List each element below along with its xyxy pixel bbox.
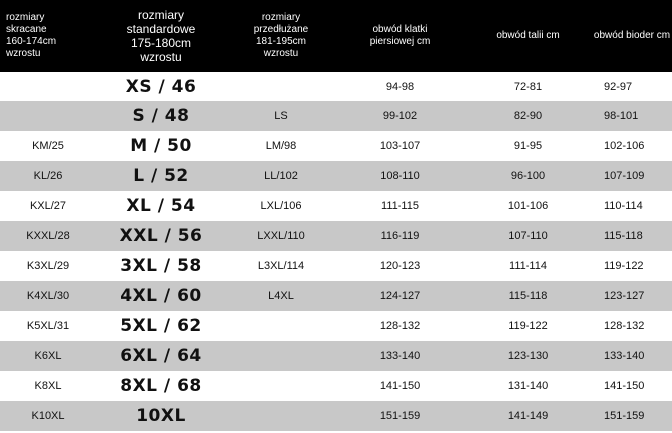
standard-size-cell: 10XL xyxy=(136,406,186,426)
waist-cell: 123-130 xyxy=(507,350,549,362)
waist-cell: 115-118 xyxy=(508,290,548,302)
hips-cell: 133-140 xyxy=(604,350,645,362)
long-size-cell: LXXL/110 xyxy=(257,230,305,242)
standard-size-cell: 5XL / 62 xyxy=(120,316,202,336)
standard-size-cell: XXL / 56 xyxy=(119,226,203,246)
waist-cell: 107-110 xyxy=(508,230,548,242)
chest-cell: 120-123 xyxy=(379,260,421,272)
short-size-cell: K10XL xyxy=(31,410,65,422)
chest-cell: 99-102 xyxy=(382,110,418,122)
header-short-sizes: rozmiary skracane 160-174cm wzrostu xyxy=(6,12,57,59)
chest-cell: 111-115 xyxy=(381,200,419,212)
hips-cell: 151-159 xyxy=(604,410,645,422)
hips-cell: 107-109 xyxy=(604,170,645,182)
waist-cell: 91-95 xyxy=(513,140,543,152)
table-row xyxy=(0,251,672,281)
short-size-cell: KL/26 xyxy=(33,170,63,182)
waist-cell: 141-149 xyxy=(507,410,549,422)
short-size-cell: K8XL xyxy=(34,380,62,392)
short-size-cell: KXXL/28 xyxy=(26,230,70,242)
hips-cell: 141-150 xyxy=(604,380,645,392)
short-size-cell: KXL/27 xyxy=(29,200,67,212)
long-size-cell: LS xyxy=(274,110,288,122)
standard-size-cell: 4XL / 60 xyxy=(120,286,202,306)
table-row xyxy=(0,131,672,161)
table-row xyxy=(0,341,672,371)
long-size-cell: LM/98 xyxy=(265,140,297,152)
waist-cell: 111-114 xyxy=(509,260,547,272)
standard-size-cell: XS / 46 xyxy=(125,76,197,97)
header-waist: obwód talii cm xyxy=(496,30,560,41)
long-size-cell: L3XL/114 xyxy=(257,260,305,272)
chest-cell: 151-159 xyxy=(379,410,421,422)
size-chart-body xyxy=(0,72,672,431)
short-size-cell: K3XL/29 xyxy=(26,260,70,272)
waist-cell: 72-81 xyxy=(513,80,543,93)
chest-cell: 128-132 xyxy=(379,320,421,332)
hips-cell: 115-118 xyxy=(604,230,643,242)
table-row xyxy=(0,72,672,101)
long-size-cell: LL/102 xyxy=(264,170,298,182)
waist-cell: 96-100 xyxy=(510,170,546,182)
chest-cell: 116-119 xyxy=(380,230,420,242)
chest-cell: 124-127 xyxy=(379,290,421,302)
hips-cell: 92-97 xyxy=(604,80,633,93)
waist-cell: 131-140 xyxy=(507,380,549,392)
table-row xyxy=(0,191,672,221)
standard-size-cell: 3XL / 58 xyxy=(120,256,202,276)
hips-cell: 110-114 xyxy=(604,200,643,212)
chest-cell: 103-107 xyxy=(379,140,421,152)
hips-cell: 102-106 xyxy=(604,140,645,152)
short-size-cell: KM/25 xyxy=(32,140,64,152)
table-row xyxy=(0,371,672,401)
table-row xyxy=(0,401,672,431)
short-size-cell: K4XL/30 xyxy=(26,290,70,302)
hips-cell: 128-132 xyxy=(604,320,645,332)
standard-size-cell: XL / 54 xyxy=(126,196,196,216)
header-chest: obwód klatki piersiowej cm xyxy=(369,24,431,47)
chest-cell: 133-140 xyxy=(379,350,421,362)
short-size-cell: K5XL/31 xyxy=(26,320,70,332)
long-size-cell: LXL/106 xyxy=(260,200,302,212)
table-row xyxy=(0,221,672,251)
short-size-cell: K6XL xyxy=(34,350,62,362)
header-hips: obwód bioder cm xyxy=(593,30,671,41)
hips-cell: 123-127 xyxy=(604,290,645,302)
header-standard-sizes: rozmiary standardowe 175-180cm wzrostu xyxy=(126,8,196,64)
table-row xyxy=(0,311,672,341)
long-size-cell: L4XL xyxy=(268,290,294,302)
standard-size-cell: 8XL / 68 xyxy=(120,376,202,396)
table-row xyxy=(0,281,672,311)
hips-cell: 119-122 xyxy=(604,260,644,272)
size-chart-header xyxy=(0,0,672,72)
chest-cell: 108-110 xyxy=(380,170,420,182)
chest-cell: 94-98 xyxy=(385,80,415,93)
table-row xyxy=(0,161,672,191)
waist-cell: 119-122 xyxy=(508,320,548,332)
standard-size-cell: L / 52 xyxy=(133,166,189,186)
waist-cell: 101-106 xyxy=(507,200,549,212)
hips-cell: 98-101 xyxy=(604,110,639,122)
chest-cell: 141-150 xyxy=(379,380,421,392)
standard-size-cell: M / 50 xyxy=(130,136,192,156)
standard-size-cell: S / 48 xyxy=(132,106,190,126)
table-row xyxy=(0,101,672,131)
waist-cell: 82-90 xyxy=(513,110,543,122)
header-long-sizes: rozmiary przedłużane 181-195cm wzrostu xyxy=(253,12,309,59)
standard-size-cell: 6XL / 64 xyxy=(120,346,202,366)
